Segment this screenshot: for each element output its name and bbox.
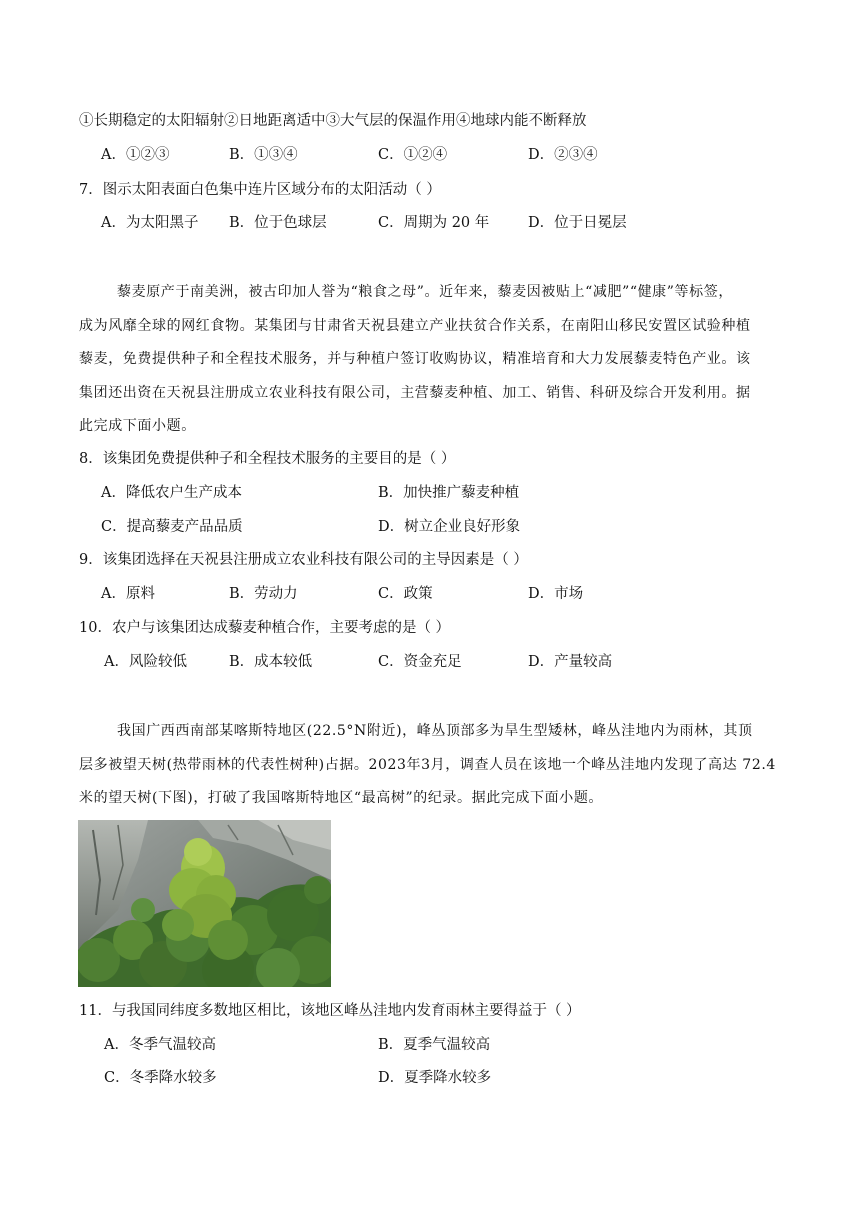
passage-quinoa: [79, 276, 781, 444]
q8-option-a[interactable]: A．降低农户生产成本: [101, 485, 242, 501]
q11-option-d[interactable]: D．夏季降水较多: [378, 1070, 492, 1086]
q6-option-b[interactable]: B．①③④: [229, 147, 298, 163]
passage-quinoa-line: 此完成下面小题。: [79, 418, 196, 434]
q10-option-b[interactable]: B．成本较低: [229, 654, 313, 670]
passage-karst-line: 我国广西西南部某喀斯特地区(22.5°N附近)，峰丛顶部多为旱生型矮林，峰丛洼地内为雨林，其顶: [117, 723, 753, 739]
passage-karst-line: 米的望天树(下图)，打破了我国喀斯特地区“最高树”的纪录。据此完成下面小题。: [79, 790, 604, 806]
passage-karst-line: 层多被望天树(热带雨林的代表性树种)占据。2023年3月，调查人员在该地一个峰丛洼地内发现了高达 72.4: [79, 756, 776, 773]
q6-option-c[interactable]: C．①②④: [378, 147, 448, 163]
q7-option-b[interactable]: B．位于色球层: [229, 215, 327, 231]
q10-stem: 10．农户与该集团达成藜麦种植合作，主要考虑的是（ ）: [79, 620, 451, 636]
passage-quinoa-line: 藜麦，免费提供种子和全程技术服务，并与种植户签订收购协议，精准培育和大力发展藜麦特色产业。该: [79, 351, 751, 367]
q10-option-d[interactable]: D．产量较高: [528, 654, 613, 670]
q8-option-b[interactable]: B．加快推广藜麦种植: [378, 485, 520, 501]
q11-stem: 11．与我国同纬度多数地区相比，该地区峰丛洼地内发育雨林主要得益于（ ）: [79, 1003, 581, 1019]
q11-option-a[interactable]: A．冬季气温较高: [104, 1037, 216, 1053]
q9-stem: 9．该集团选择在天祝县注册成立农业科技有限公司的主导因素是（ ）: [79, 552, 528, 568]
q9-option-d[interactable]: D．市场: [528, 586, 584, 602]
q8-stem: 8．该集团免费提供种子和全程技术服务的主要目的是（ ）: [79, 451, 456, 467]
q9-option-c[interactable]: C．政策: [378, 586, 433, 602]
passage-karst: [79, 715, 781, 816]
q8-option-c[interactable]: C．提高藜麦产品品质: [101, 519, 243, 535]
tree-photo: [78, 820, 331, 987]
passage-quinoa-line: 集团还出资在天祝县注册成立农业科技有限公司，主营藜麦种植、加工、销售、科研及综合开发利用。据: [79, 384, 751, 401]
q6-option-d[interactable]: D．②③④: [528, 147, 598, 163]
passage-quinoa-line: 藜麦原产于南美洲，被古印加人誉为“粮食之母”。近年来，藜麦因被贴上“减肥”“健康”等标签，: [117, 284, 733, 300]
q7-stem: 7．图示太阳表面白色集中连片区域分布的太阳活动（ ）: [79, 182, 441, 198]
q8-option-d[interactable]: D．树立企业良好形象: [378, 519, 521, 535]
q7-option-d[interactable]: D．位于日冕层: [528, 215, 627, 231]
passage-quinoa-line: 成为风靡全球的网红食物。某集团与甘肃省天祝县建立产业扶贫合作关系，在南阳山移民安置区试验种植: [79, 317, 751, 334]
q10-option-c[interactable]: C．资金充足: [378, 654, 462, 670]
q9-option-b[interactable]: B．劳动力: [229, 586, 298, 602]
q11-option-b[interactable]: B．夏季气温较高: [378, 1037, 491, 1053]
q6-stem-tail: ①长期稳定的太阳辐射②日地距离适中③大气层的保温作用④地球内能不断释放: [79, 113, 587, 129]
q6-option-a[interactable]: A．①②③: [101, 147, 170, 163]
q9-option-a[interactable]: A．原料: [101, 586, 155, 602]
q10-option-a[interactable]: A．风险较低: [104, 654, 187, 670]
q7-option-a[interactable]: A．为太阳黑子: [101, 215, 199, 231]
q11-option-c[interactable]: C．冬季降水较多: [104, 1070, 217, 1086]
q7-option-c[interactable]: C．周期为 20 年: [378, 215, 490, 231]
